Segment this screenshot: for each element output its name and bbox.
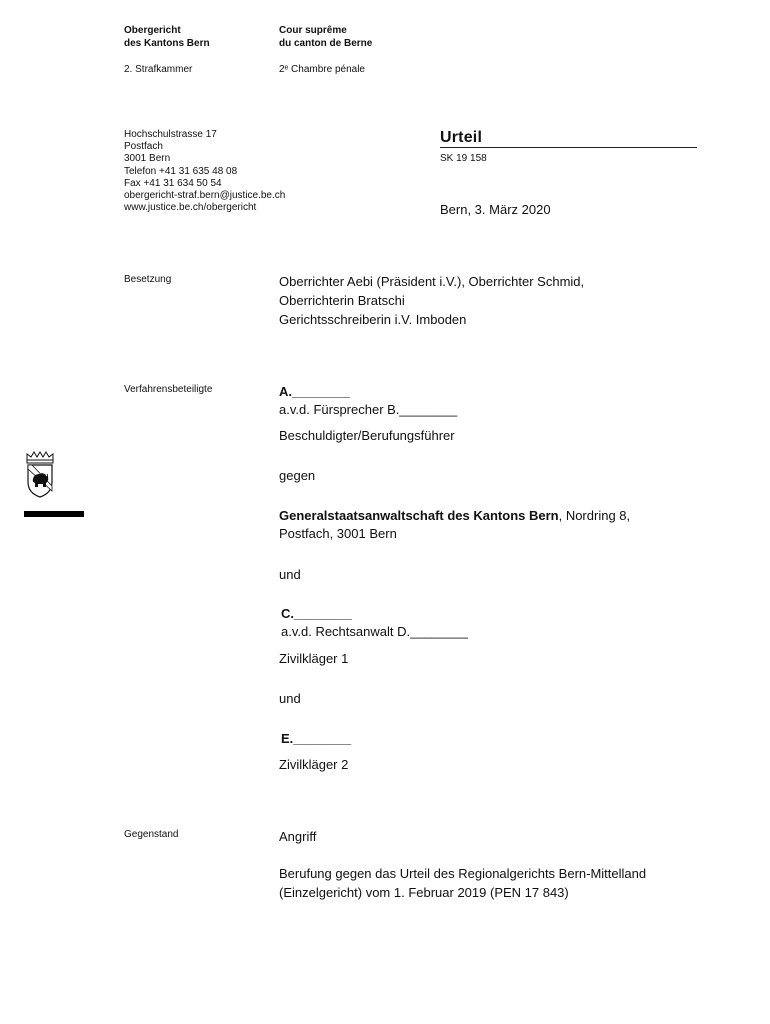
und-text-1: und xyxy=(279,567,301,582)
chamber-de: 2. Strafkammer xyxy=(124,64,193,75)
party-e-role: Zivilkläger 2 xyxy=(279,757,349,772)
address-email: obergericht-straf.bern@justice.be.ch xyxy=(124,190,286,202)
party-e-name: E.________ xyxy=(281,731,352,746)
appeal-line2: (Einzelgericht) vom 1. Februar 2019 (PEN 17 843) xyxy=(279,885,569,900)
prosecutor-name: Generalstaatsanwaltschaft des Kantons Bern xyxy=(279,508,559,523)
bern-coat-of-arms-icon xyxy=(24,450,56,498)
party-c-name: C.________ xyxy=(281,606,352,621)
gegen-text: gegen xyxy=(279,468,316,483)
besetzung-line1: Oberrichter Aebi (Präsident i.V.), Oberrichter Schmid, xyxy=(279,274,585,289)
address-postbox: Postfach xyxy=(124,141,163,153)
title-underline xyxy=(440,147,697,148)
prosecutor-address1: , Nordring 8, xyxy=(558,508,631,523)
case-number: SK 19 158 xyxy=(440,153,487,164)
court-name-de-line1: Obergericht xyxy=(124,25,181,36)
court-name-de-line2: des Kantons Bern xyxy=(124,38,210,49)
besetzung-label: Besetzung xyxy=(124,274,172,285)
party-c-counsel: a.v.d. Rechtsanwalt D.________ xyxy=(281,624,468,639)
parties-label: Verfahrensbeteiligte xyxy=(124,384,213,395)
party-a-counsel: a.v.d. Fürsprecher B.________ xyxy=(279,402,458,417)
address-city: 3001 Bern xyxy=(124,153,171,165)
prosecutor-address2: Postfach, 3001 Bern xyxy=(279,526,397,541)
appeal-line1: Berufung gegen das Urteil des Regionalgerichts Bern-Mittelland xyxy=(279,866,647,881)
party-a-name: A.________ xyxy=(279,384,350,399)
gegenstand-label: Gegenstand xyxy=(124,829,179,840)
place-date: Bern, 3. März 2020 xyxy=(440,202,551,217)
address-website: www.justice.be.ch/obergericht xyxy=(124,202,257,214)
besetzung-line3: Gerichtsschreiberin i.V. Imboden xyxy=(279,312,467,327)
prosecutor-line1 xyxy=(279,506,630,525)
gegenstand-appeal xyxy=(279,864,646,902)
gegenstand-subject: Angriff xyxy=(279,829,317,844)
address-street: Hochschulstrasse 17 xyxy=(124,129,217,140)
und-text-2: und xyxy=(279,691,301,706)
besetzung-text xyxy=(279,272,584,329)
document-title: Urteil xyxy=(440,129,483,146)
address-phone: Telefon +41 31 635 48 08 xyxy=(124,165,238,177)
margin-bar xyxy=(24,511,84,517)
party-a-role: Beschuldigter/Berufungsführer xyxy=(279,428,455,443)
court-name-fr-line2: du canton de Berne xyxy=(279,38,373,49)
address-fax: Fax +41 31 634 50 54 xyxy=(124,177,222,189)
chamber-fr: 2ᵉ Chambre pénale xyxy=(279,64,365,75)
address-block xyxy=(124,129,285,214)
besetzung-line2: Oberrichterin Bratschi xyxy=(279,293,405,308)
party-c-role: Zivilkläger 1 xyxy=(279,651,349,666)
court-name-fr-line1: Cour suprême xyxy=(279,25,347,36)
